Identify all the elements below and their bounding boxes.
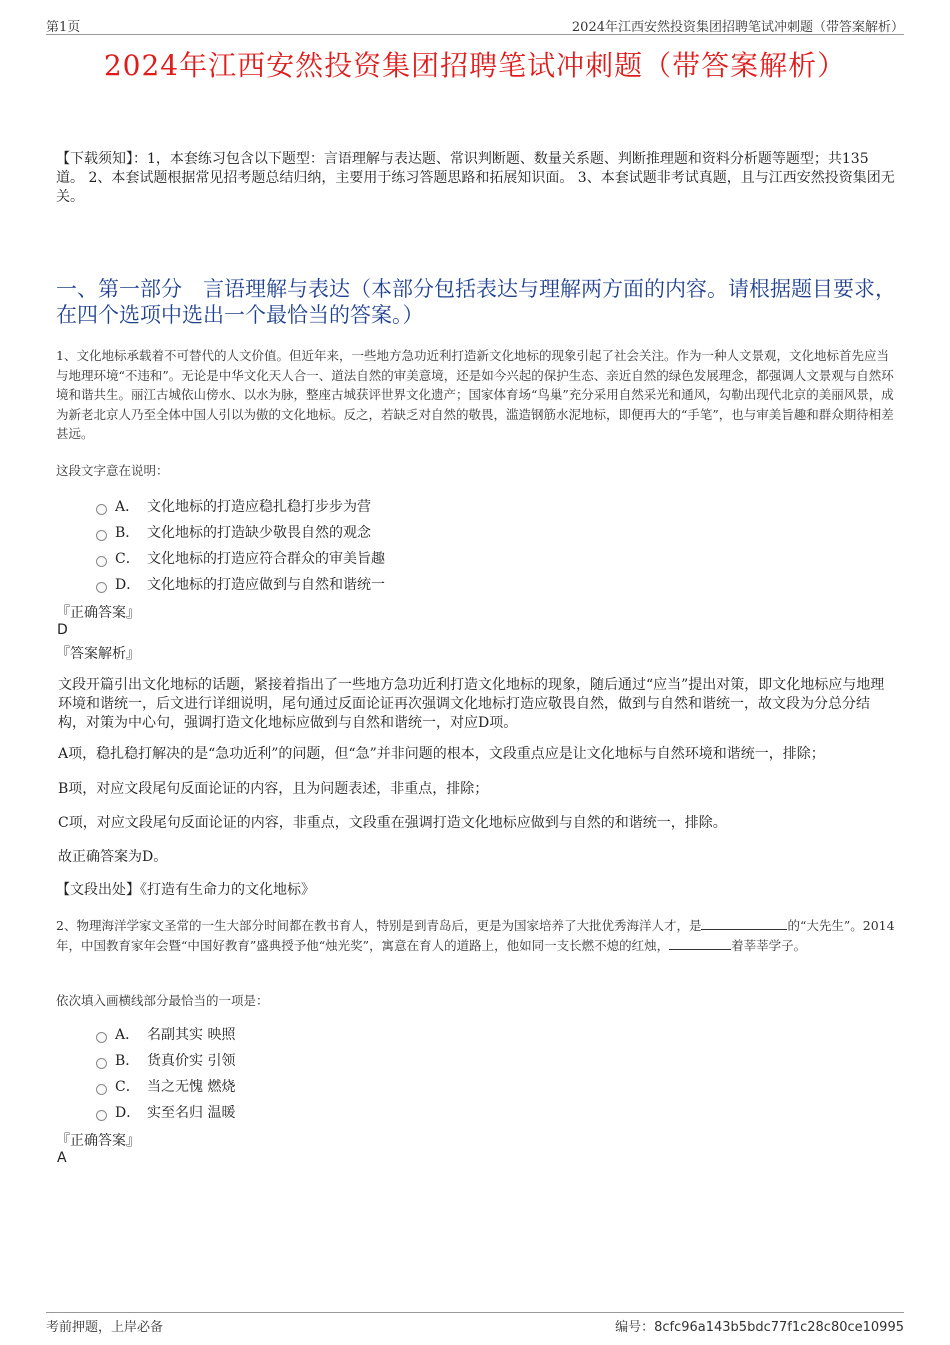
analysis-paragraph: 文段开篇引出文化地标的话题，紧接着指出了一些地方急功近利打造文化地标的现象，随后通过“应当”提出对策，即文化地标应与地理环境和谐统一，后文进行详细说明，尾句通过反面论证再次强调文化地标打造应敬畏自然，做到与自然和谐统一，故文段为分总分结构，对策为中心句，强调打造文化地标应做到与自然和谐统一，对应D项。 — [58, 677, 885, 731]
analysis-label: 『答案解析』 — [56, 646, 140, 662]
radio-icon[interactable] — [96, 1058, 107, 1069]
footer-slogan: 考前押题，上岸必备 — [46, 1320, 164, 1335]
radio-icon[interactable] — [96, 1110, 107, 1121]
correct-answer: A — [57, 1150, 67, 1166]
option-c[interactable]: C． 当之无愧 燃烧 — [96, 1073, 235, 1099]
radio-icon[interactable] — [96, 504, 107, 515]
analysis-paragraph: C项，对应文段尾句反面论证的内容，非重点，文段重在强调打造文化地标应做到与自然的和谐统一，排除。 — [58, 815, 727, 831]
fill-blank — [669, 937, 731, 950]
option-c[interactable]: C． 文化地标的打造应符合群众的审美旨趣 — [96, 545, 385, 571]
option-d[interactable]: D． 文化地标的打造应做到与自然和谐统一 — [96, 571, 385, 597]
option-a[interactable]: A． 文化地标的打造应稳扎稳打步步为营 — [96, 493, 385, 519]
question-1-text: 1、文化地标承载着不可替代的人文价值。但近年来，一些地方急功近利打造新文化地标的现象引起了社会关注。作为一种人文景观，文化地标首先应当与地理环境“不违和”。无论是中华文化天人合一、道法自然的审美意境，还是如今兴起的保护生态、亲近自然的绿色发展理念，都强调人文景观与自然环境和谐共生。丽江古城依山傍水、以水为脉，整座古城获评世界文化遗产；国家体育场“鸟巢”充分采用自然采光和通风，勾勒出现代北京的美丽风景，成为新老北京人乃至全体中国人引以为傲的文化地标。反之，若缺乏对自然的敬畏，滥造钢筋水泥地标，即便再大的“手笔”，也与审美旨趣和群众期待相差甚远。 — [56, 348, 894, 441]
header-doc-title: 2024年江西安然投资集团招聘笔试冲刺题（带答案解析） — [571, 20, 904, 35]
radio-icon[interactable] — [96, 1084, 107, 1095]
analysis-conclusion: 故正确答案为D。 — [58, 849, 168, 865]
correct-answer-label: 『正确答案』 — [56, 1133, 140, 1149]
question-1-prompt: 这段文字意在说明： — [56, 463, 169, 478]
option-b[interactable]: B． 文化地标的打造缺少敬畏自然的观念 — [96, 519, 385, 545]
analysis-paragraph: A项，稳扎稳打解决的是“急功近利”的问题，但“急”并非问题的根本，文段重点应是让文化地标与自然环境和谐统一，排除； — [58, 746, 825, 762]
radio-icon[interactable] — [96, 582, 107, 593]
section-heading: 一、第一部分 言语理解与表达（本部分包括表达与理解两方面的内容。请根据题目要求，在四个选项中选出一个最恰当的答案。） — [56, 277, 896, 327]
option-a[interactable]: A． 名副其实 映照 — [96, 1021, 235, 1047]
option-b[interactable]: B． 货真价实 引领 — [96, 1047, 235, 1073]
radio-icon[interactable] — [96, 556, 107, 567]
correct-answer-label: 『正确答案』 — [56, 605, 140, 621]
page-header — [46, 14, 904, 35]
correct-answer: D — [57, 622, 68, 638]
document-title: 2024年江西安然投资集团招聘笔试冲刺题（带答案解析） — [103, 49, 847, 82]
document-id: 编号：8cfc96a143b5bdc77f1c28c80ce10995 — [615, 1320, 904, 1335]
question-2-text: 2、物理海洋学家文圣常的一生大部分时间都在教书育人，特别是到青岛后，更是为国家培养了大批优秀海洋人才，是 的“大先生”。2014年，中国教育家年会暨“中国好教育”盛典授予他“烛光奖”，寓意在育人的道路上，他如同一支长燃不熄的红烛， 着莘莘学子。 — [56, 918, 895, 953]
question-1-options — [96, 493, 385, 597]
download-notice: 【下载须知】：1，本套练习包含以下题型：言语理解与表达题、常识判断题、数量关系题、判断推理题和资料分析题等题型；共135道。 2、本套试题根据常见招考题总结归纳，主要用于练习答题思路和拓展知识面。 3、本套试题非考试真题，且与江西安然投资集团无关。 — [56, 151, 895, 205]
option-d[interactable]: D． 实至名归 温暖 — [96, 1099, 235, 1125]
radio-icon[interactable] — [96, 530, 107, 541]
question-2-prompt: 依次填入画横线部分最恰当的一项是： — [56, 993, 269, 1008]
page-number: 第1页 — [46, 20, 81, 35]
radio-icon[interactable] — [96, 1032, 107, 1043]
analysis-paragraph: B项，对应文段尾句反面论证的内容，且为问题表述，非重点，排除； — [58, 781, 489, 797]
passage-source: 【文段出处】《打造有生命力的文化地标》 — [56, 882, 315, 898]
question-2-options — [96, 1021, 235, 1125]
page-footer — [46, 1312, 904, 1333]
fill-blank — [701, 917, 787, 930]
